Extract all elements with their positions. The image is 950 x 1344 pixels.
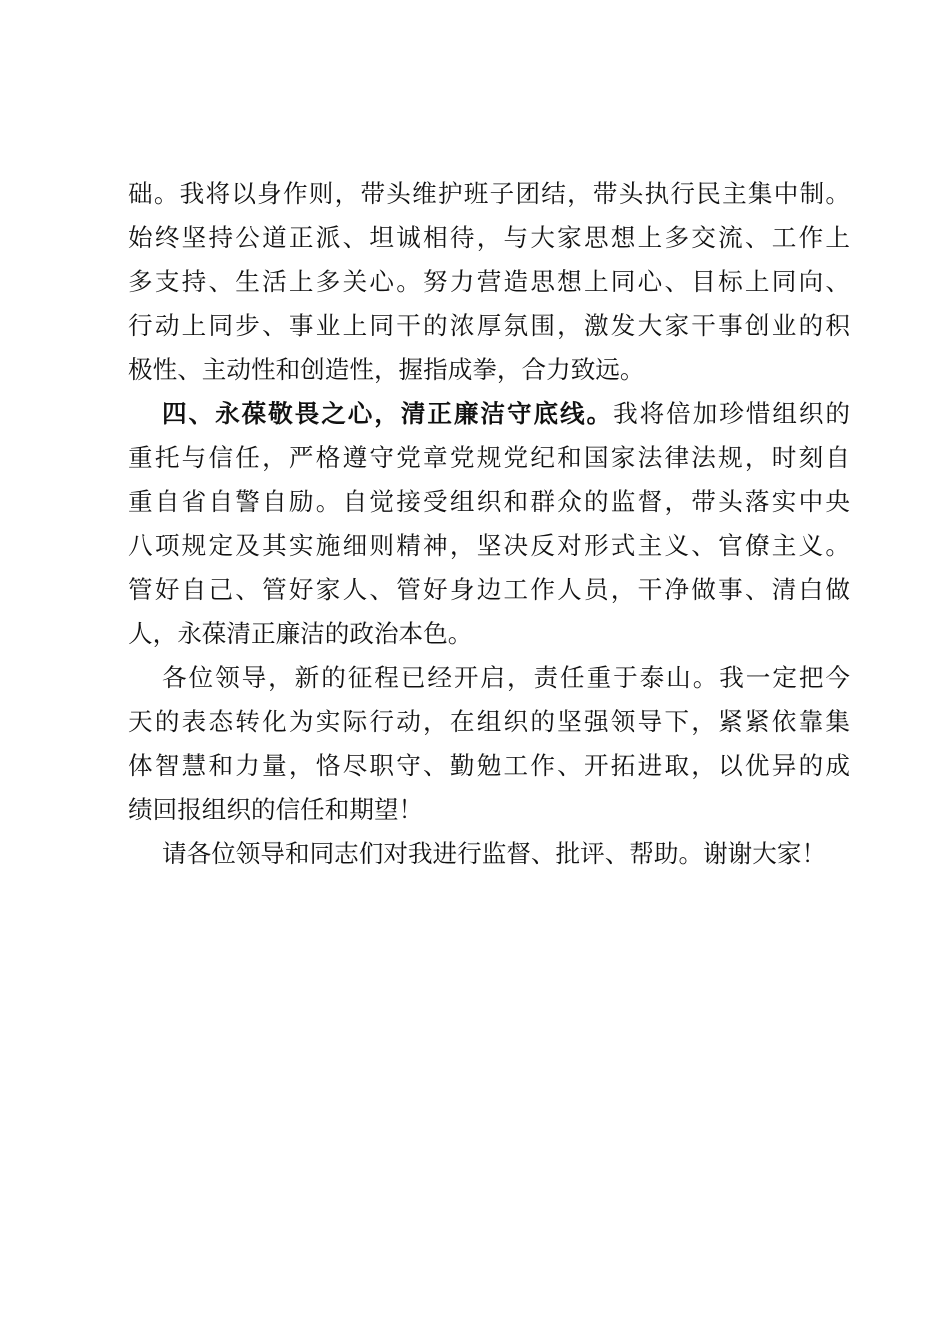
paragraph-1-line-2: 始终坚持公道正派、坦诚相待，与大家思想上多交流、工作上 bbox=[128, 223, 850, 252]
paragraph-1-line-5: 极性、主动性和创造性，握指成拳，合力致远。 bbox=[128, 355, 645, 384]
paragraph-2-line-6: 人，永葆清正廉洁的政治本色。 bbox=[128, 619, 473, 648]
paragraph-3-line-1: 各位领导，新的征程已经开启，责任重于泰山。我一定把今 bbox=[162, 663, 850, 692]
paragraph-1-line-3: 多支持、生活上多关心。努力营造思想上同心、目标上同向、 bbox=[128, 267, 850, 296]
paragraph-3-line-4: 绩回报组织的信任和期望！ bbox=[128, 795, 424, 824]
paragraph-1-line-4: 行动上同步、事业上同干的浓厚氛围，激发大家干事创业的积 bbox=[128, 311, 850, 340]
paragraph-2-line-3: 重自省自警自励。自觉接受组织和群众的监督，带头落实中央 bbox=[128, 487, 850, 516]
paragraph-3-line-3: 体智慧和力量，恪尽职守、勤勉工作、开拓进取，以优异的成 bbox=[128, 751, 850, 780]
paragraph-1-line-1: 础。我将以身作则，带头维护班子团结，带头执行民主集中制。 bbox=[128, 179, 850, 208]
paragraph-2-line-1 bbox=[162, 392, 850, 436]
paragraph-2-line-4: 八项规定及其实施细则精神，坚决反对形式主义、官僚主义。 bbox=[128, 531, 850, 560]
paragraph-2-line-1-text: 我将倍加珍惜组织的 bbox=[613, 399, 850, 428]
paragraph-2-line-5: 管好自己、管好家人、管好身边工作人员，干净做事、清白做 bbox=[128, 575, 850, 604]
paragraph-4-line-1: 请各位领导和同志们对我进行监督、批评、帮助。谢谢大家！ bbox=[162, 839, 827, 868]
section-heading: 四、永葆敬畏之心，清正廉洁守底线。 bbox=[162, 399, 614, 428]
paragraph-3-line-2: 天的表态转化为实际行动，在组织的坚强领导下，紧紧依靠集 bbox=[128, 707, 850, 736]
paragraph-2-line-2: 重托与信任，严格遵守党章党规党纪和国家法律法规，时刻自 bbox=[128, 443, 850, 472]
